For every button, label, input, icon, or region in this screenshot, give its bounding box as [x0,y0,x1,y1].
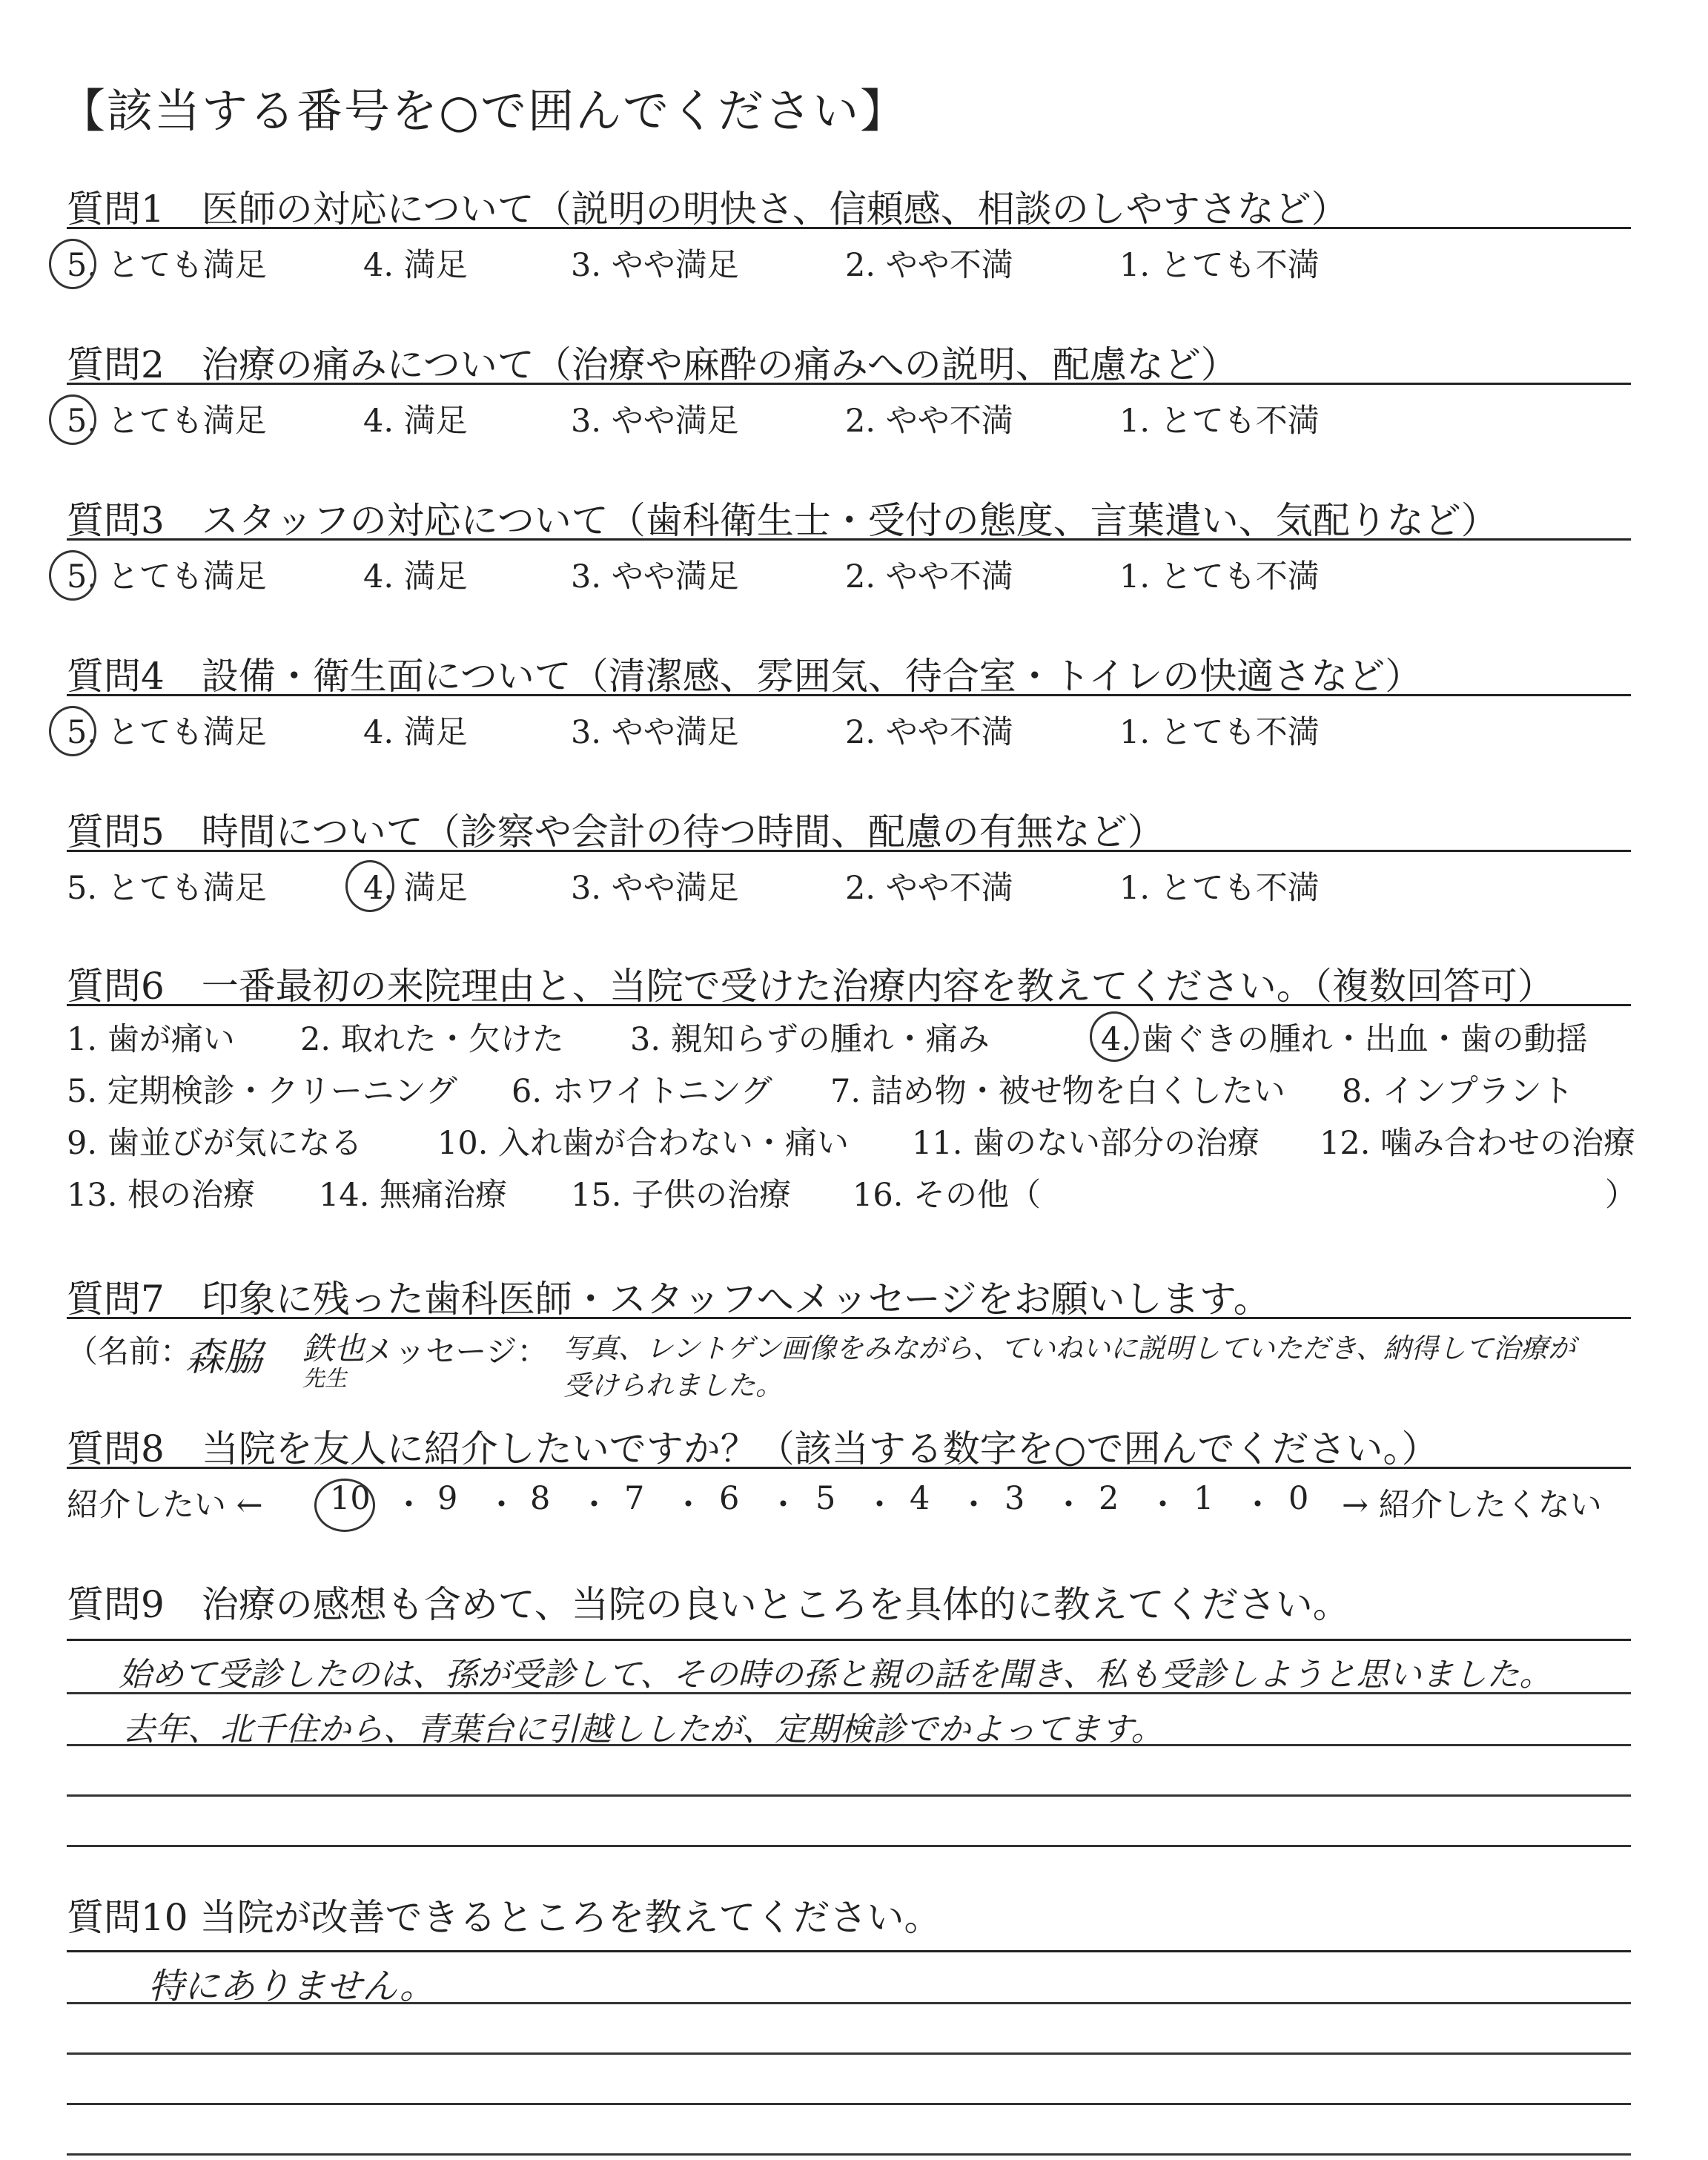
q8-scale-2[interactable]: 2 [1099,1480,1119,1517]
q6-option-12[interactable]: 12. 噛み合わせの治療 [1320,1125,1636,1162]
q6-option-14[interactable]: 14. 無痛治療 [319,1177,508,1214]
q8-scale-5[interactable]: 5 [815,1480,836,1517]
question-6-options [67,1008,1637,1216]
q4-option-3[interactable]: 3. やや満足 [571,714,739,751]
q9-answer-rule [67,1744,1631,1746]
q8-scale-sep: ・ [958,1487,990,1524]
q2-option-5[interactable]: 5. とても満足 [67,403,267,440]
q6-option-8[interactable]: 8. インプラント [1342,1073,1574,1110]
q6-option-9[interactable]: 9. 歯並びが気になる [67,1125,363,1162]
q1-option-5[interactable]: 5. とても満足 [67,247,267,284]
q5-option-2[interactable]: 2. やや不満 [845,870,1013,907]
q8-scale-sep: ・ [1242,1487,1274,1524]
q5-selection-circle [345,860,394,912]
q7-name-suffix[interactable]: 先生 [302,1366,347,1392]
q9-answer-rule [67,1845,1631,1847]
q10-answer-rule [67,2153,1631,2156]
q3-option-2[interactable]: 2. やや不満 [845,558,1013,595]
q10-answer-rule [67,2103,1631,2105]
q1-option-4[interactable]: 4. 満足 [363,247,468,284]
q6-option-3[interactable]: 3. 親知らずの腫れ・痛み [630,1021,990,1058]
q10-answer-rule [67,2002,1631,2004]
question-9-label: 質問9 治療の感想も含めて、当院の良いところを具体的に教えてください。 [67,1583,1350,1626]
question-6-rule [67,1004,1631,1006]
q6-option-11[interactable]: 11. 歯のない部分の治療 [912,1125,1260,1162]
question-5-options [67,859,1634,907]
question-6-label: 質問6 一番最初の来院理由と、当院で受けた治療内容を教えてください。（複数回答可） [67,965,1555,1008]
q9-answer-rule [67,1692,1631,1694]
q6-option-13[interactable]: 13. 根の治療 [67,1177,256,1214]
q7-name-value2[interactable]: 鉄也 [302,1330,365,1367]
question-4-rule [67,694,1631,696]
q8-scale-sep: ・ [1053,1487,1085,1524]
question-7-label: 質問7 印象に残った歯科医師・スタッフへメッセージをお願いします。 [67,1278,1271,1321]
q8-left-label: 紹介したい ← [67,1487,263,1524]
question-5-rule [67,850,1631,852]
q8-selection-circle [314,1479,375,1532]
q1-option-2[interactable]: 2. やや不満 [845,247,1013,284]
question-3-rule [67,538,1631,541]
q8-scale-3[interactable]: 3 [1004,1480,1025,1517]
q4-option-4[interactable]: 4. 満足 [363,714,468,751]
question-9-rule [67,1639,1631,1641]
q6-option-7[interactable]: 7. 詰め物・被せ物を白くしたい [830,1073,1285,1110]
q4-option-2[interactable]: 2. やや不満 [845,714,1013,751]
q6-option-4[interactable]: 4. 歯ぐきの腫れ・出血・歯の動揺 [1101,1021,1588,1058]
q8-right-label: → 紹介したくない [1342,1487,1602,1524]
question-1-rule [67,227,1631,229]
q2-option-3[interactable]: 3. やや満足 [571,403,739,440]
question-10-label: 質問10 当院が改善できるところを教えてください。 [67,1896,941,1939]
q1-option-1[interactable]: 1. とても不満 [1119,247,1320,284]
q3-option-1[interactable]: 1. とても不満 [1119,558,1320,595]
q1-selection-circle [49,239,96,289]
question-1-options [67,236,1634,284]
q3-option-3[interactable]: 3. やや満足 [571,558,739,595]
question-10-rule [67,1950,1631,1952]
q2-option-4[interactable]: 4. 満足 [363,403,468,440]
q2-option-2[interactable]: 2. やや不満 [845,403,1013,440]
question-2-rule [67,383,1631,385]
question-3-options [67,547,1634,595]
q7-message-line1[interactable]: 写真、レントゲン画像をみながら、ていねいに説明していただき、納得して治療が [563,1332,1576,1364]
q6-option-10[interactable]: 10. 入れ歯が合わない・痛い [437,1125,850,1162]
q8-scale-sep: ・ [393,1487,425,1524]
question-8-label: 質問8 当院を友人に紹介したいですか？（該当する数字を○で囲んでください。） [67,1427,1439,1470]
q2-selection-circle [49,394,96,445]
q3-selection-circle [49,550,96,601]
q6-option-5[interactable]: 5. 定期検診・クリーニング [67,1073,457,1110]
q7-name-prefix: （名前： [67,1333,192,1370]
q8-scale-sep: ・ [1147,1487,1179,1524]
q8-scale-9[interactable]: 9 [437,1480,458,1517]
question-2-label: 質問2 治療の痛みについて（治療や麻酔の痛みへの説明、配慮など） [67,343,1238,386]
q8-scale-sep: ・ [864,1487,896,1524]
question-7-rule [67,1317,1631,1319]
q6-option-2[interactable]: 2. 取れた・欠けた [300,1021,564,1058]
q6-other-close-paren: ） [1605,1177,1637,1214]
question-4-label: 質問4 設備・衛生面について（清潔感、雰囲気、待合室・トイレの快適さなど） [67,655,1423,698]
q6-option-16[interactable]: 16. その他（ [853,1177,1042,1214]
q6-selection-circle [1090,1011,1139,1062]
q10-answer-rule [67,2052,1631,2055]
question-4-options [67,703,1634,751]
q9-answer-rule [67,1794,1631,1797]
q4-option-5[interactable]: 5. とても満足 [67,714,267,751]
q8-scale-7[interactable]: 7 [624,1480,645,1517]
question-5-label: 質問5 時間について（診察や会計の待つ時間、配慮の有無など） [67,810,1165,853]
q6-option-6[interactable]: 6. ホワイトニング [512,1073,772,1110]
q8-scale-sep: ・ [486,1487,517,1524]
question-7-answer [67,1320,1634,1401]
page-title: 【該当する番号を○で囲んでください】 [59,84,908,138]
q8-scale-0[interactable]: 0 [1288,1480,1309,1517]
q3-option-4[interactable]: 4. 満足 [363,558,468,595]
q2-option-1[interactable]: 1. とても不満 [1119,403,1320,440]
q8-scale-4[interactable]: 4 [910,1480,930,1517]
q8-scale-1[interactable]: 1 [1194,1480,1214,1517]
q4-selection-circle [49,706,96,756]
q8-scale-8[interactable]: 8 [530,1480,551,1517]
q1-option-3[interactable]: 3. やや満足 [571,247,739,284]
q6-option-1[interactable]: 1. 歯が痛い [67,1021,235,1058]
question-1-label: 質問1 医師の対応について（説明の明快さ、信頼感、相談のしやすさなど） [67,188,1348,231]
q10-answer-line1[interactable]: 特にありません。 [148,1966,435,2007]
q7-message-line2[interactable]: 受けられました。 [563,1370,783,1401]
q5-option-4[interactable]: 4. 満足 [363,870,468,907]
question-9 [67,1566,1634,1633]
q9-answer-line1[interactable]: 始めて受診したのは、孫が受診して、その時の孫と親の話を聞き、私も受診しようと思いました。 [119,1656,1552,1694]
q8-scale-sep: ・ [672,1487,704,1524]
question-3-label: 質問3 スタッフの対応について（歯科衛生士・受付の態度、言葉遣い、気配りなど） [67,499,1498,542]
q8-scale-sep: ・ [578,1487,610,1524]
q7-name-value[interactable]: 森脇 [185,1335,263,1380]
q8-scale-6[interactable]: 6 [719,1480,740,1517]
q5-option-5[interactable]: 5. とても満足 [67,870,267,907]
q9-answer-line2[interactable]: 去年、北千住から、青葉台に引越ししたが、定期検診でかよってます。 [122,1711,1164,1748]
q4-option-1[interactable]: 1. とても不満 [1119,714,1320,751]
question-10 [67,1879,1634,1946]
question-2-options [67,392,1634,440]
q5-option-1[interactable]: 1. とても不満 [1119,870,1320,907]
q3-option-5[interactable]: 5. とても満足 [67,558,267,595]
q7-message-label: メッセージ： [363,1333,549,1370]
question-8-rule [67,1467,1631,1469]
q8-scale-10[interactable]: 10 [330,1480,371,1517]
q6-option-15[interactable]: 15. 子供の治療 [571,1177,792,1214]
q8-scale [67,1480,1634,1525]
q8-scale-sep: ・ [767,1487,799,1524]
q5-option-3[interactable]: 3. やや満足 [571,870,739,907]
